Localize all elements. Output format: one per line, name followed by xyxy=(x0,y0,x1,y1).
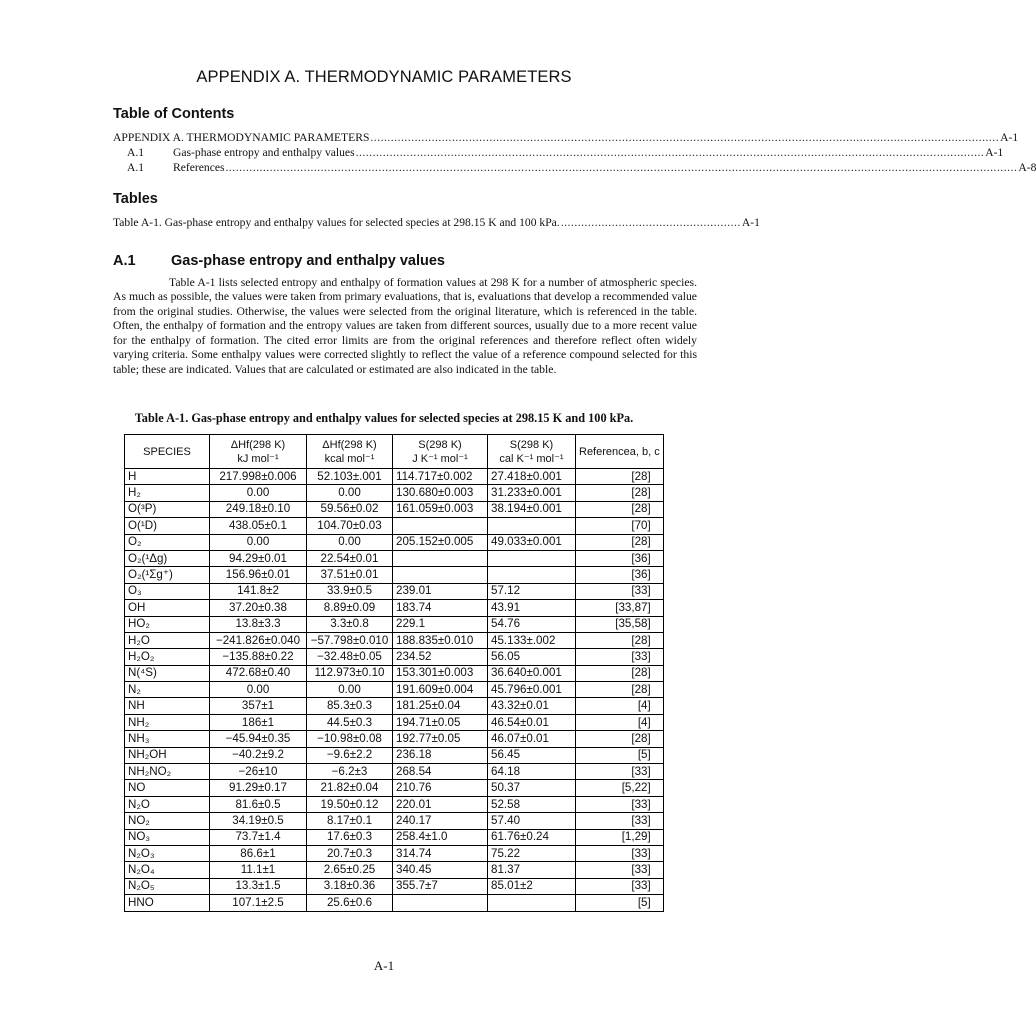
cell-s-cal: 49.033±0.001 xyxy=(488,534,576,550)
col-header-reference: Referencea, b, c xyxy=(576,435,664,469)
cell-dhf-kj: 13.8±3.3 xyxy=(210,616,307,632)
toc-entry-number: A.1 xyxy=(127,161,145,174)
table-row xyxy=(125,796,664,812)
cell-s-cal: 46.07±0.01 xyxy=(488,731,576,747)
cell-species: NO xyxy=(125,780,210,796)
cell-reference: [5,22] xyxy=(576,780,664,796)
cell-dhf-kj: −241.826±0.040 xyxy=(210,632,307,648)
table-row xyxy=(125,616,664,632)
cell-dhf-kcal: 0.00 xyxy=(307,682,393,698)
cell-dhf-kj: 37.20±0.38 xyxy=(210,600,307,616)
cell-s-cal: 57.40 xyxy=(488,813,576,829)
table-row xyxy=(125,567,664,583)
cell-species: NH₃ xyxy=(125,731,210,747)
cell-dhf-kj: 0.00 xyxy=(210,534,307,550)
cell-reference: [35,58] xyxy=(576,616,664,632)
table-row xyxy=(125,698,664,714)
cell-dhf-kj: −40.2±9.2 xyxy=(210,747,307,763)
cell-reference: [28] xyxy=(576,665,664,681)
table-row xyxy=(125,665,664,681)
cell-reference: [33] xyxy=(576,764,664,780)
cell-species: O₂ xyxy=(125,534,210,550)
toc-leader: ......................................................................................................................................................................................... xyxy=(355,146,985,159)
tables-entry-page: A-1 xyxy=(741,216,760,229)
cell-species: NO₂ xyxy=(125,813,210,829)
cell-s-cal: 46.54±0.01 xyxy=(488,714,576,730)
cell-species: O(³P) xyxy=(125,501,210,517)
cell-s-cal: 45.796±0.001 xyxy=(488,682,576,698)
cell-species: O(¹D) xyxy=(125,518,210,534)
cell-s-cal xyxy=(488,550,576,566)
table-row xyxy=(125,600,664,616)
cell-reference: [28] xyxy=(576,485,664,501)
cell-species: O₂(¹Δg) xyxy=(125,550,210,566)
toc-leader: ......................................................................................................................................................................................................................................... xyxy=(225,161,1018,174)
cell-s-j: 161.059±0.003 xyxy=(393,501,488,517)
cell-dhf-kcal: 3.18±0.36 xyxy=(307,878,393,894)
cell-dhf-kcal: 0.00 xyxy=(307,485,393,501)
cell-dhf-kcal: −57.798±0.010 xyxy=(307,632,393,648)
cell-s-cal: 85.01±2 xyxy=(488,878,576,894)
page-number: A-1 xyxy=(373,958,395,973)
cell-reference: [33] xyxy=(576,649,664,665)
table-row xyxy=(125,845,664,861)
cell-s-cal: 27.418±0.001 xyxy=(488,469,576,485)
cell-species: HO₂ xyxy=(125,616,210,632)
cell-s-cal: 61.76±0.24 xyxy=(488,829,576,845)
table-row xyxy=(125,501,664,517)
cell-dhf-kcal: 0.00 xyxy=(307,534,393,550)
cell-dhf-kcal: 85.3±0.3 xyxy=(307,698,393,714)
cell-dhf-kcal: 37.51±0.01 xyxy=(307,567,393,583)
table-row xyxy=(125,895,664,911)
table-row xyxy=(125,731,664,747)
section-number: A.1 xyxy=(113,253,136,269)
cell-reference: [4] xyxy=(576,698,664,714)
cell-s-j: 229.1 xyxy=(393,616,488,632)
col-header-dhf-kj: ΔHf(298 K) kJ mol⁻¹ xyxy=(210,435,307,469)
cell-dhf-kcal: 25.6±0.6 xyxy=(307,895,393,911)
cell-s-j: 314.74 xyxy=(393,845,488,861)
cell-s-cal: 52.58 xyxy=(488,796,576,812)
table-row xyxy=(125,780,664,796)
cell-dhf-kcal: −10.98±0.08 xyxy=(307,731,393,747)
col-header-s-j: S(298 K) J K⁻¹ mol⁻¹ xyxy=(393,435,488,469)
toc-leader: ......................................................................................................................................................................................... xyxy=(370,131,1000,144)
cell-s-cal: 56.45 xyxy=(488,747,576,763)
cell-dhf-kj: 0.00 xyxy=(210,485,307,501)
table-row xyxy=(125,583,664,599)
section-heading xyxy=(113,253,445,269)
cell-s-cal xyxy=(488,567,576,583)
cell-s-cal: 38.194±0.001 xyxy=(488,501,576,517)
cell-s-j: 114.717±0.002 xyxy=(393,469,488,485)
cell-dhf-kj: 0.00 xyxy=(210,682,307,698)
toc-leader: ..................................................... xyxy=(560,216,741,229)
toc-entry-label: APPENDIX A. THERMODYNAMIC PARAMETERS xyxy=(113,131,370,144)
cell-s-cal: 50.37 xyxy=(488,780,576,796)
cell-reference: [28] xyxy=(576,682,664,698)
cell-s-j: 220.01 xyxy=(393,796,488,812)
cell-s-cal: 36.640±0.001 xyxy=(488,665,576,681)
cell-s-j: 258.4±1.0 xyxy=(393,829,488,845)
toc-entry-page: A-8 xyxy=(1018,161,1036,174)
cell-s-j: 234.52 xyxy=(393,649,488,665)
cell-reference: [70] xyxy=(576,518,664,534)
cell-s-cal: 54.76 xyxy=(488,616,576,632)
cell-dhf-kj: 438.05±0.1 xyxy=(210,518,307,534)
cell-s-cal: 43.32±0.01 xyxy=(488,698,576,714)
cell-s-cal: 81.37 xyxy=(488,862,576,878)
cell-species: N₂O₃ xyxy=(125,845,210,861)
table-row xyxy=(125,714,664,730)
toc-entry-page: A-1 xyxy=(1000,131,1019,144)
cell-reference: [28] xyxy=(576,731,664,747)
toc-entry[interactable] xyxy=(127,146,1004,159)
col-header-species: SPECIES xyxy=(125,435,210,469)
cell-s-j xyxy=(393,550,488,566)
cell-reference: [33,87] xyxy=(576,600,664,616)
cell-s-cal: 64.18 xyxy=(488,764,576,780)
cell-s-cal: 56.05 xyxy=(488,649,576,665)
table-row xyxy=(125,534,664,550)
table-header-row xyxy=(125,435,664,469)
paragraph-text: Table A-1 lists selected entropy and enthalpy of formation values at 298 K for a number of atmospheric species. As much as possible, the values were taken from primary evaluations, that is, evaluations that develop a recommended value from the original studies. Otherwise, the values were selected from the original literature, which is referenced in the table. Often, the enthalpy of formation and the entropy values are taken from different sources, usually due to a more recent value for the enthalpy of formation. The cited error limits are from the original references and therefore reflect often widely varying criteria. Some enthalpy values were corrected slightly to reflect the value of a reference compound selected for this table; these are indicated. Values that are calculated or estimated are also indicated in the table. xyxy=(113,276,697,376)
cell-dhf-kj: 34.19±0.5 xyxy=(210,813,307,829)
cell-reference: [1,29] xyxy=(576,829,664,845)
section-paragraph xyxy=(113,276,697,377)
section-title: Gas-phase entropy and enthalpy values xyxy=(171,253,445,269)
cell-s-j: 236.18 xyxy=(393,747,488,763)
cell-s-j: 240.17 xyxy=(393,813,488,829)
cell-species: HNO xyxy=(125,895,210,911)
toc-entry-label: References xyxy=(173,161,225,174)
cell-dhf-kcal: −6.2±3 xyxy=(307,764,393,780)
cell-dhf-kcal: −9.6±2.2 xyxy=(307,747,393,763)
tables-entry-label: Table A-1. Gas-phase entropy and enthalpy values for selected species at 298.15 K and 100 kPa. xyxy=(113,216,560,229)
cell-dhf-kj: 81.6±0.5 xyxy=(210,796,307,812)
cell-s-cal: 45.133±.002 xyxy=(488,632,576,648)
cell-s-j xyxy=(393,895,488,911)
cell-s-cal: 31.233±0.001 xyxy=(488,485,576,501)
cell-s-j: 192.77±0.05 xyxy=(393,731,488,747)
cell-reference: [33] xyxy=(576,796,664,812)
cell-species: NH₂NO₂ xyxy=(125,764,210,780)
cell-dhf-kcal: 17.6±0.3 xyxy=(307,829,393,845)
cell-species: H₂ xyxy=(125,485,210,501)
cell-dhf-kcal: 21.82±0.04 xyxy=(307,780,393,796)
cell-dhf-kcal: 19.50±0.12 xyxy=(307,796,393,812)
cell-dhf-kj: 186±1 xyxy=(210,714,307,730)
cell-reference: [33] xyxy=(576,813,664,829)
cell-reference: [33] xyxy=(576,862,664,878)
cell-dhf-kcal: 2.65±0.25 xyxy=(307,862,393,878)
cell-dhf-kcal: 59.56±0.02 xyxy=(307,501,393,517)
cell-dhf-kj: 156.96±0.01 xyxy=(210,567,307,583)
table-caption: Table A-1. Gas-phase entropy and enthalpy values for selected species at 298.15 K and 100 kPa. xyxy=(134,411,634,425)
cell-reference: [4] xyxy=(576,714,664,730)
toc-entry[interactable] xyxy=(127,161,1036,174)
cell-s-j: 181.25±0.04 xyxy=(393,698,488,714)
cell-s-j: 268.54 xyxy=(393,764,488,780)
cell-s-j: 153.301±0.003 xyxy=(393,665,488,681)
cell-s-j xyxy=(393,567,488,583)
cell-reference: [28] xyxy=(576,534,664,550)
cell-s-j xyxy=(393,518,488,534)
cell-reference: [36] xyxy=(576,550,664,566)
cell-s-cal xyxy=(488,895,576,911)
cell-s-cal: 75.22 xyxy=(488,845,576,861)
toc-heading: Table of Contents xyxy=(113,106,235,122)
cell-reference: [33] xyxy=(576,878,664,894)
cell-dhf-kcal: −32.48±0.05 xyxy=(307,649,393,665)
cell-dhf-kj: −135.88±0.22 xyxy=(210,649,307,665)
cell-species: H₂O xyxy=(125,632,210,648)
col-header-dhf-kcal: ΔHf(298 K) kcal mol⁻¹ xyxy=(307,435,393,469)
cell-s-cal xyxy=(488,518,576,534)
cell-species: NH₂OH xyxy=(125,747,210,763)
cell-species: NH₂ xyxy=(125,714,210,730)
table-row xyxy=(125,469,664,485)
page-title: APPENDIX A. THERMODYNAMIC PARAMETERS xyxy=(196,68,572,86)
cell-s-cal: 57.12 xyxy=(488,583,576,599)
cell-reference: [33] xyxy=(576,845,664,861)
cell-s-j: 188.835±0.010 xyxy=(393,632,488,648)
cell-dhf-kj: 141.8±2 xyxy=(210,583,307,599)
cell-dhf-kj: 86.6±1 xyxy=(210,845,307,861)
cell-dhf-kj: −26±10 xyxy=(210,764,307,780)
toc-entry-number: A.1 xyxy=(127,146,145,159)
table-row xyxy=(125,550,664,566)
cell-s-j: 194.71±0.05 xyxy=(393,714,488,730)
cell-dhf-kcal: 104.70±0.03 xyxy=(307,518,393,534)
toc-entry-label: Gas-phase entropy and enthalpy values xyxy=(173,146,355,159)
cell-s-j: 355.7±7 xyxy=(393,878,488,894)
cell-dhf-kj: 73.7±1.4 xyxy=(210,829,307,845)
table-row xyxy=(125,632,664,648)
cell-dhf-kcal: 8.17±0.1 xyxy=(307,813,393,829)
cell-species: N(⁴S) xyxy=(125,665,210,681)
cell-s-j: 340.45 xyxy=(393,862,488,878)
cell-s-j: 130.680±0.003 xyxy=(393,485,488,501)
table-row xyxy=(125,518,664,534)
table-row xyxy=(125,813,664,829)
table-row xyxy=(125,764,664,780)
tables-entry[interactable] xyxy=(113,216,760,229)
cell-species: N₂O₅ xyxy=(125,878,210,894)
cell-reference: [5] xyxy=(576,895,664,911)
cell-dhf-kcal: 33.9±0.5 xyxy=(307,583,393,599)
cell-reference: [36] xyxy=(576,567,664,583)
cell-dhf-kj: 249.18±0.10 xyxy=(210,501,307,517)
cell-species: O₃ xyxy=(125,583,210,599)
cell-dhf-kj: 472.68±0.40 xyxy=(210,665,307,681)
cell-s-j: 210.76 xyxy=(393,780,488,796)
cell-species: N₂ xyxy=(125,682,210,698)
cell-species: N₂O₄ xyxy=(125,862,210,878)
cell-reference: [33] xyxy=(576,583,664,599)
cell-reference: [28] xyxy=(576,632,664,648)
table-row xyxy=(125,862,664,878)
cell-species: NH xyxy=(125,698,210,714)
table-row xyxy=(125,878,664,894)
cell-dhf-kj: −45.94±0.35 xyxy=(210,731,307,747)
table-row xyxy=(125,649,664,665)
cell-dhf-kcal: 3.3±0.8 xyxy=(307,616,393,632)
cell-s-j: 239.01 xyxy=(393,583,488,599)
cell-reference: [5] xyxy=(576,747,664,763)
cell-dhf-kj: 94.29±0.01 xyxy=(210,550,307,566)
cell-reference: [28] xyxy=(576,469,664,485)
cell-dhf-kj: 11.1±1 xyxy=(210,862,307,878)
cell-species: N₂O xyxy=(125,796,210,812)
cell-dhf-kcal: 44.5±0.3 xyxy=(307,714,393,730)
cell-s-j: 183.74 xyxy=(393,600,488,616)
toc-entry-page: A-1 xyxy=(985,146,1004,159)
cell-s-j: 191.609±0.004 xyxy=(393,682,488,698)
table-row xyxy=(125,747,664,763)
cell-species: OH xyxy=(125,600,210,616)
cell-species: H₂O₂ xyxy=(125,649,210,665)
cell-species: O₂(¹Σg⁺) xyxy=(125,567,210,583)
cell-dhf-kj: 13.3±1.5 xyxy=(210,878,307,894)
cell-dhf-kj: 357±1 xyxy=(210,698,307,714)
table-row xyxy=(125,682,664,698)
thermo-table xyxy=(124,434,664,912)
cell-s-cal: 43.91 xyxy=(488,600,576,616)
tables-heading: Tables xyxy=(113,191,158,207)
table-row xyxy=(125,485,664,501)
cell-dhf-kcal: 22.54±0.01 xyxy=(307,550,393,566)
table-row xyxy=(125,829,664,845)
cell-dhf-kj: 91.29±0.17 xyxy=(210,780,307,796)
cell-dhf-kcal: 20.7±0.3 xyxy=(307,845,393,861)
cell-dhf-kcal: 8.89±0.09 xyxy=(307,600,393,616)
cell-dhf-kcal: 112.973±0.10 xyxy=(307,665,393,681)
cell-dhf-kcal: 52.103±.001 xyxy=(307,469,393,485)
cell-dhf-kj: 107.1±2.5 xyxy=(210,895,307,911)
cell-species: NO₃ xyxy=(125,829,210,845)
cell-s-j: 205.152±0.005 xyxy=(393,534,488,550)
col-header-s-cal: S(298 K) cal K⁻¹ mol⁻¹ xyxy=(488,435,576,469)
cell-reference: [28] xyxy=(576,501,664,517)
cell-species: H xyxy=(125,469,210,485)
toc-entry[interactable] xyxy=(113,131,1019,144)
cell-dhf-kj: 217.998±0.006 xyxy=(210,469,307,485)
